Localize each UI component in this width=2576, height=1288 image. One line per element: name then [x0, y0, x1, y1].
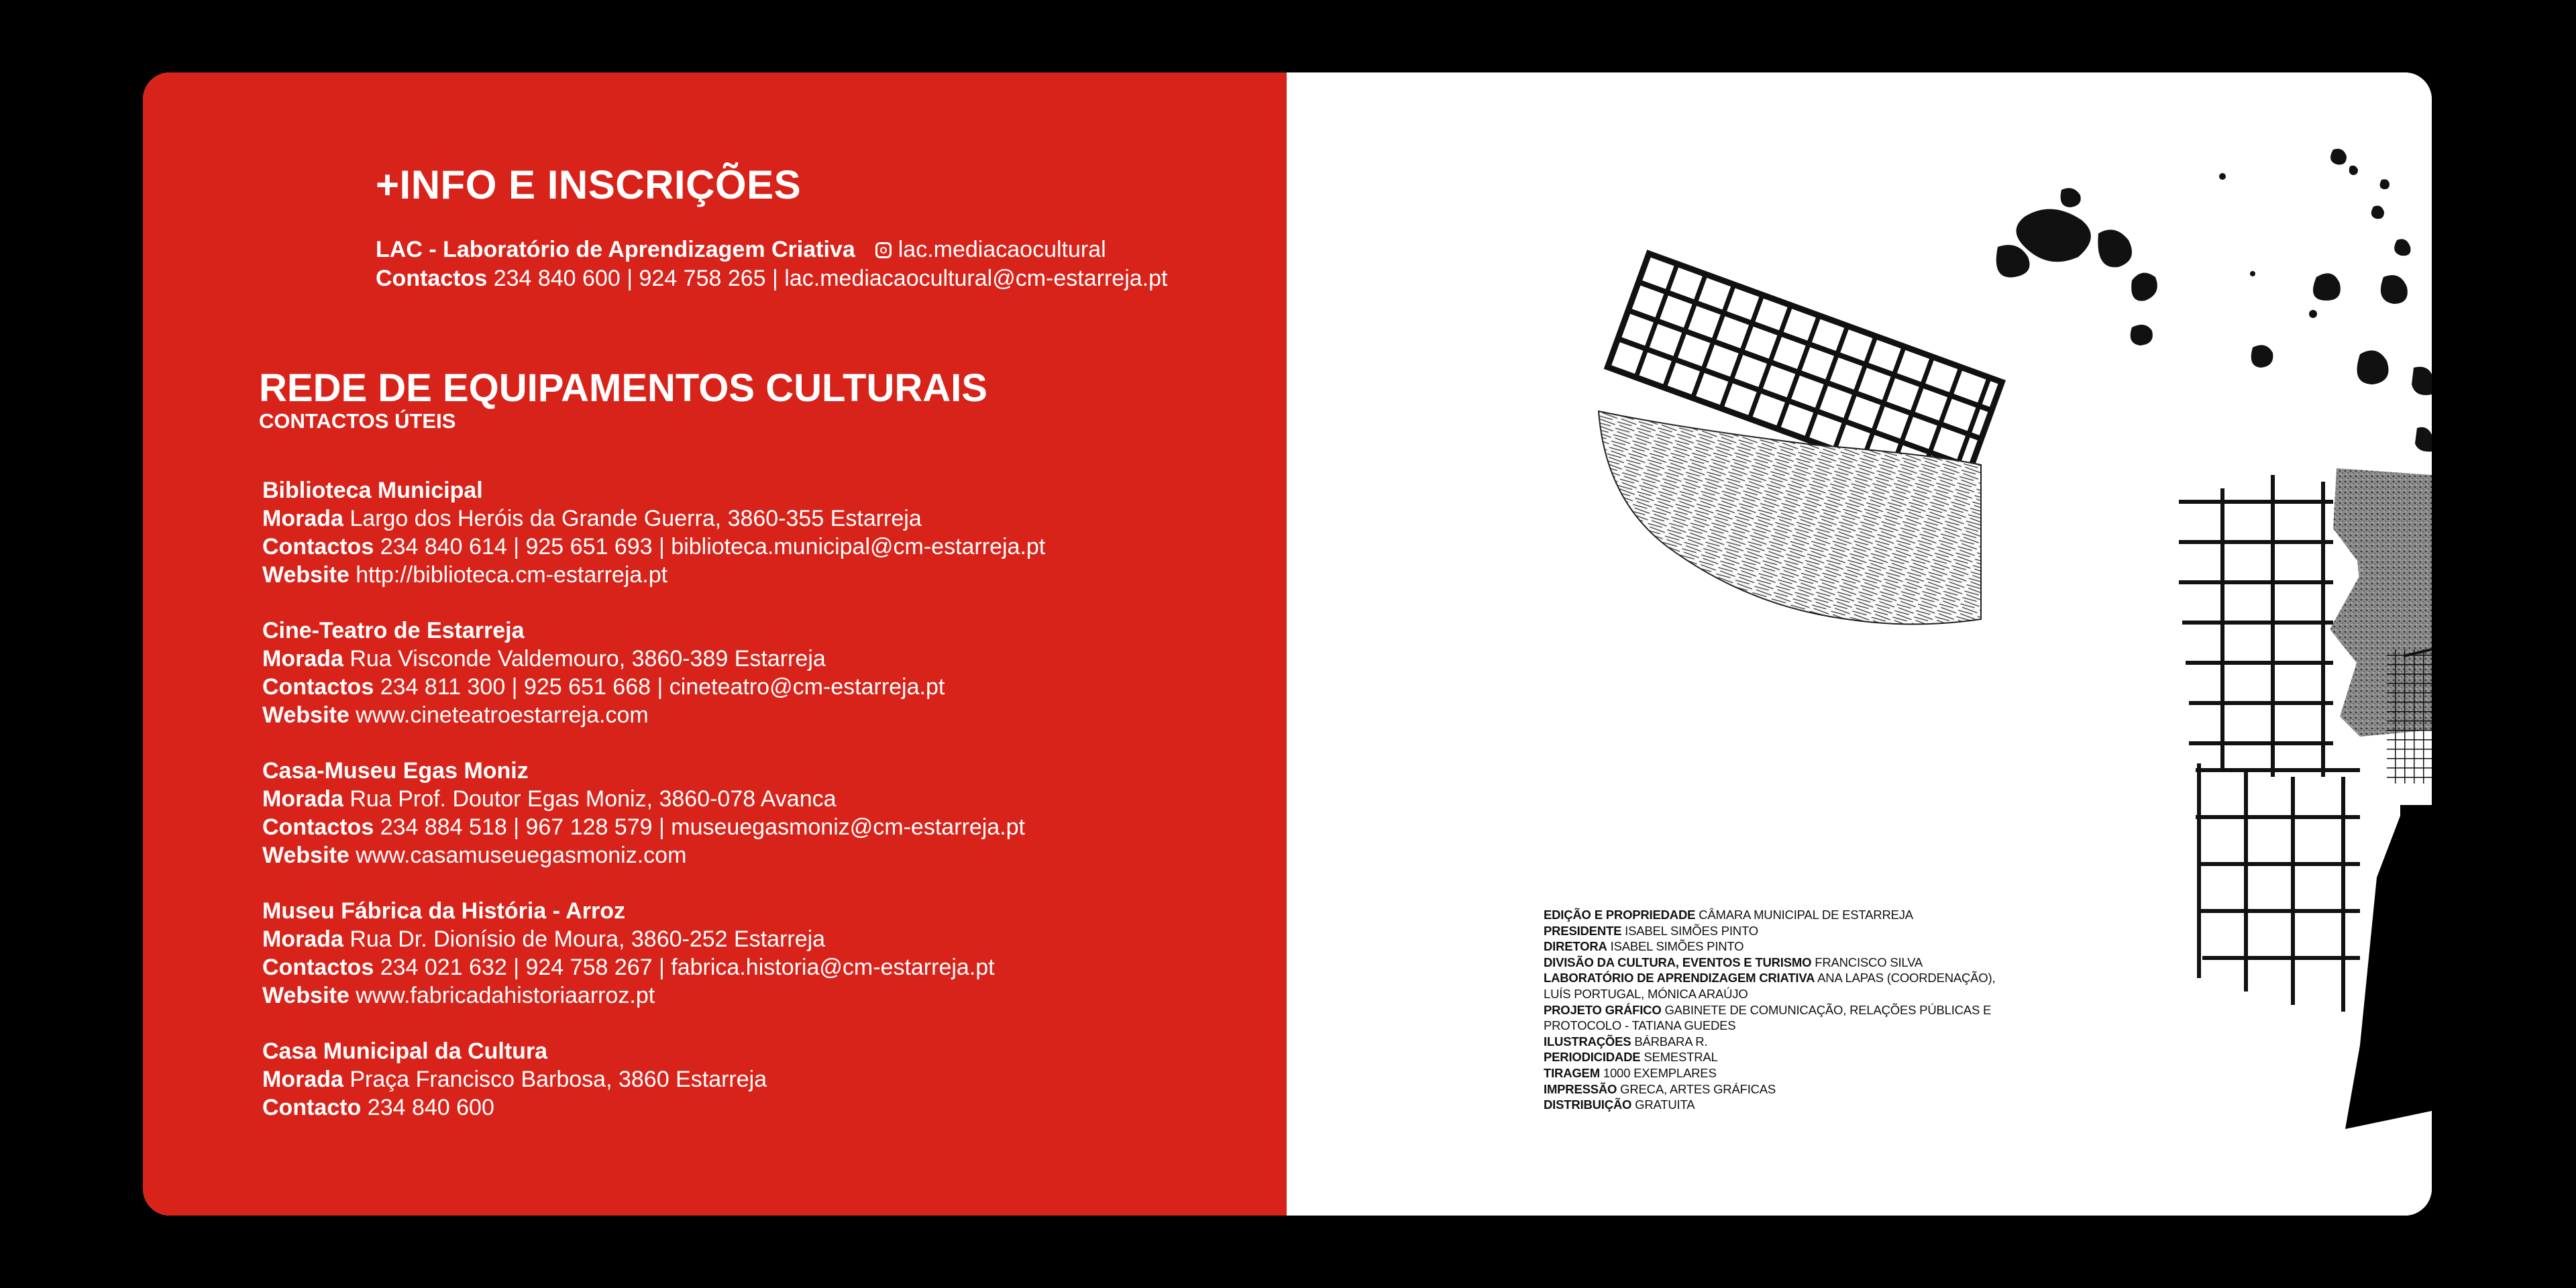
venue-line-label: Website [262, 562, 350, 588]
venue-name: Casa-Museu Egas Moniz [262, 758, 529, 784]
brochure-spread [143, 72, 2432, 1216]
venue-line-value: 234 884 518 | 967 128 579 | museuegasmoniz@cm-estarreja.pt [380, 814, 1026, 840]
venue-name: Museu Fábrica da História - Arroz [262, 898, 625, 924]
rede-subtitle: CONTACTOS ÚTEIS [259, 409, 456, 433]
venue-line-value: 234 840 600 [367, 1095, 494, 1120]
rede-title: REDE DE EQUIPAMENTOS CULTURAIS [259, 366, 987, 410]
info-contacts-value: 234 840 600 | 924 758 265 | lac.mediacaocultural@cm-estarreja.pt [493, 266, 1168, 291]
venue-line-label: Contactos [262, 534, 374, 559]
venue-line-label: Contactos [262, 955, 374, 980]
instagram-icon [875, 242, 892, 258]
ink-blot-shapes [1996, 149, 2432, 452]
instagram-handle: lac.mediacaocultural [898, 237, 1106, 262]
venue-biblioteca [262, 476, 1255, 589]
credit-line: DIRETORA ISABEL SIMÕES PINTO [1544, 939, 1744, 954]
left-page [143, 72, 1287, 1216]
credit-line: EDIÇÃO E PROPRIEDADE CÂMARA MUNICIPAL DE ESTARREJA [1544, 908, 1913, 922]
venue-line-label: Morada [262, 646, 343, 672]
venue-line-label: Website [262, 983, 350, 1008]
credit-line: DIVISÃO DA CULTURA, EVENTOS E TURISMO FRANCISCO SILVA [1544, 955, 1923, 969]
venue-line-value: www.cineteatroestarreja.com [356, 702, 649, 728]
venue-line-value: http://biblioteca.cm-estarreja.pt [356, 562, 668, 588]
venue-line-value: Rua Dr. Dionísio de Moura, 3860-252 Estarreja [350, 926, 826, 952]
venue-line-label: Website [262, 843, 350, 868]
venue-line-value: Praça Francisco Barbosa, 3860 Estarreja [350, 1067, 767, 1092]
credit-line: IMPRESSÃO GRECA, ARTES GRÁFICAS [1544, 1081, 1776, 1096]
credit-line: ILUSTRAÇÕES BÁRBARA R. [1544, 1034, 1708, 1049]
venue-line-label: Contactos [262, 814, 374, 840]
venue-line-label: Morada [262, 506, 343, 531]
colophon-credits [1544, 907, 2080, 1113]
credit-line: PRESIDENTE ISABEL SIMÕES PINTO [1544, 923, 1758, 938]
credit-line: LABORATÓRIO DE APRENDIZAGEM CRIATIVA ANA LAPAS (COORDENAÇÃO), [1544, 971, 1996, 985]
credit-line: DISTRIBUIÇÃO GRATUITA [1544, 1097, 1695, 1112]
venue-line-label: Contacto [262, 1095, 362, 1120]
venue-line-value: Rua Prof. Doutor Egas Moniz, 3860-078 Avanca [350, 786, 837, 812]
credit-line: LUÍS PORTUGAL, MÓNICA ARAÚJO [1544, 986, 1748, 1001]
venue-line-value: 234 021 632 | 924 758 267 | fabrica.historia@cm-estarreja.pt [380, 955, 995, 980]
venue-line-value: Largo dos Heróis da Grande Guerra, 3860-355 Estarreja [350, 506, 922, 531]
venue-name: Biblioteca Municipal [262, 478, 483, 503]
lac-name: LAC - Laboratório de Aprendizagem Criativa [376, 237, 855, 262]
credit-line: PROTOCOLO - TATIANA GUEDES [1544, 1018, 1736, 1033]
venue-line-value: 234 840 614 | 925 651 693 | biblioteca.municipal@cm-estarreja.pt [380, 534, 1046, 559]
venue-casa-municipal [262, 1037, 1255, 1122]
info-contacts-label: Contactos [376, 266, 488, 291]
venue-casa-museu [262, 757, 1255, 869]
venue-line-label: Morada [262, 926, 343, 952]
venue-line-value: www.fabricadahistoriaarroz.pt [356, 983, 655, 1008]
venue-line-label: Morada [262, 786, 343, 812]
credit-line: TIRAGEM 1000 EXEMPLARES [1544, 1065, 1717, 1080]
vertical-grid-lines [2179, 475, 2333, 777]
lower-grid [2196, 763, 2360, 1012]
info-title: +INFO E INSCRIÇÕES [376, 162, 802, 207]
venue-line-label: Website [262, 702, 350, 728]
venue-line-value: 234 811 300 | 925 651 668 | cineteatro@cm-estarreja.pt [380, 674, 945, 700]
venue-list [262, 476, 1255, 1149]
venue-name: Casa Municipal da Cultura [262, 1038, 548, 1064]
venue-line-label: Contactos [262, 674, 374, 700]
credit-line: PROJETO GRÁFICO GABINETE DE COMUNICAÇÃO, RELAÇÕES PÚBLICAS E [1544, 1002, 1992, 1017]
venue-line-value: Rua Visconde Valdemouro, 3860-389 Estarreja [350, 646, 826, 672]
info-contacts-line [376, 266, 1167, 292]
venue-cine-teatro [262, 616, 1255, 729]
venue-line-label: Morada [262, 1067, 343, 1092]
venue-line-value: www.casamuseuegasmoniz.com [356, 843, 687, 868]
credit-line: PERIODICIDADE SEMESTRAL [1544, 1050, 1718, 1065]
venue-name: Cine-Teatro de Estarreja [262, 618, 525, 643]
fine-grid-patch [2387, 649, 2432, 784]
venue-museu-fabrica [262, 897, 1255, 1010]
right-page [1287, 72, 2432, 1216]
info-lac-line [376, 237, 1106, 263]
